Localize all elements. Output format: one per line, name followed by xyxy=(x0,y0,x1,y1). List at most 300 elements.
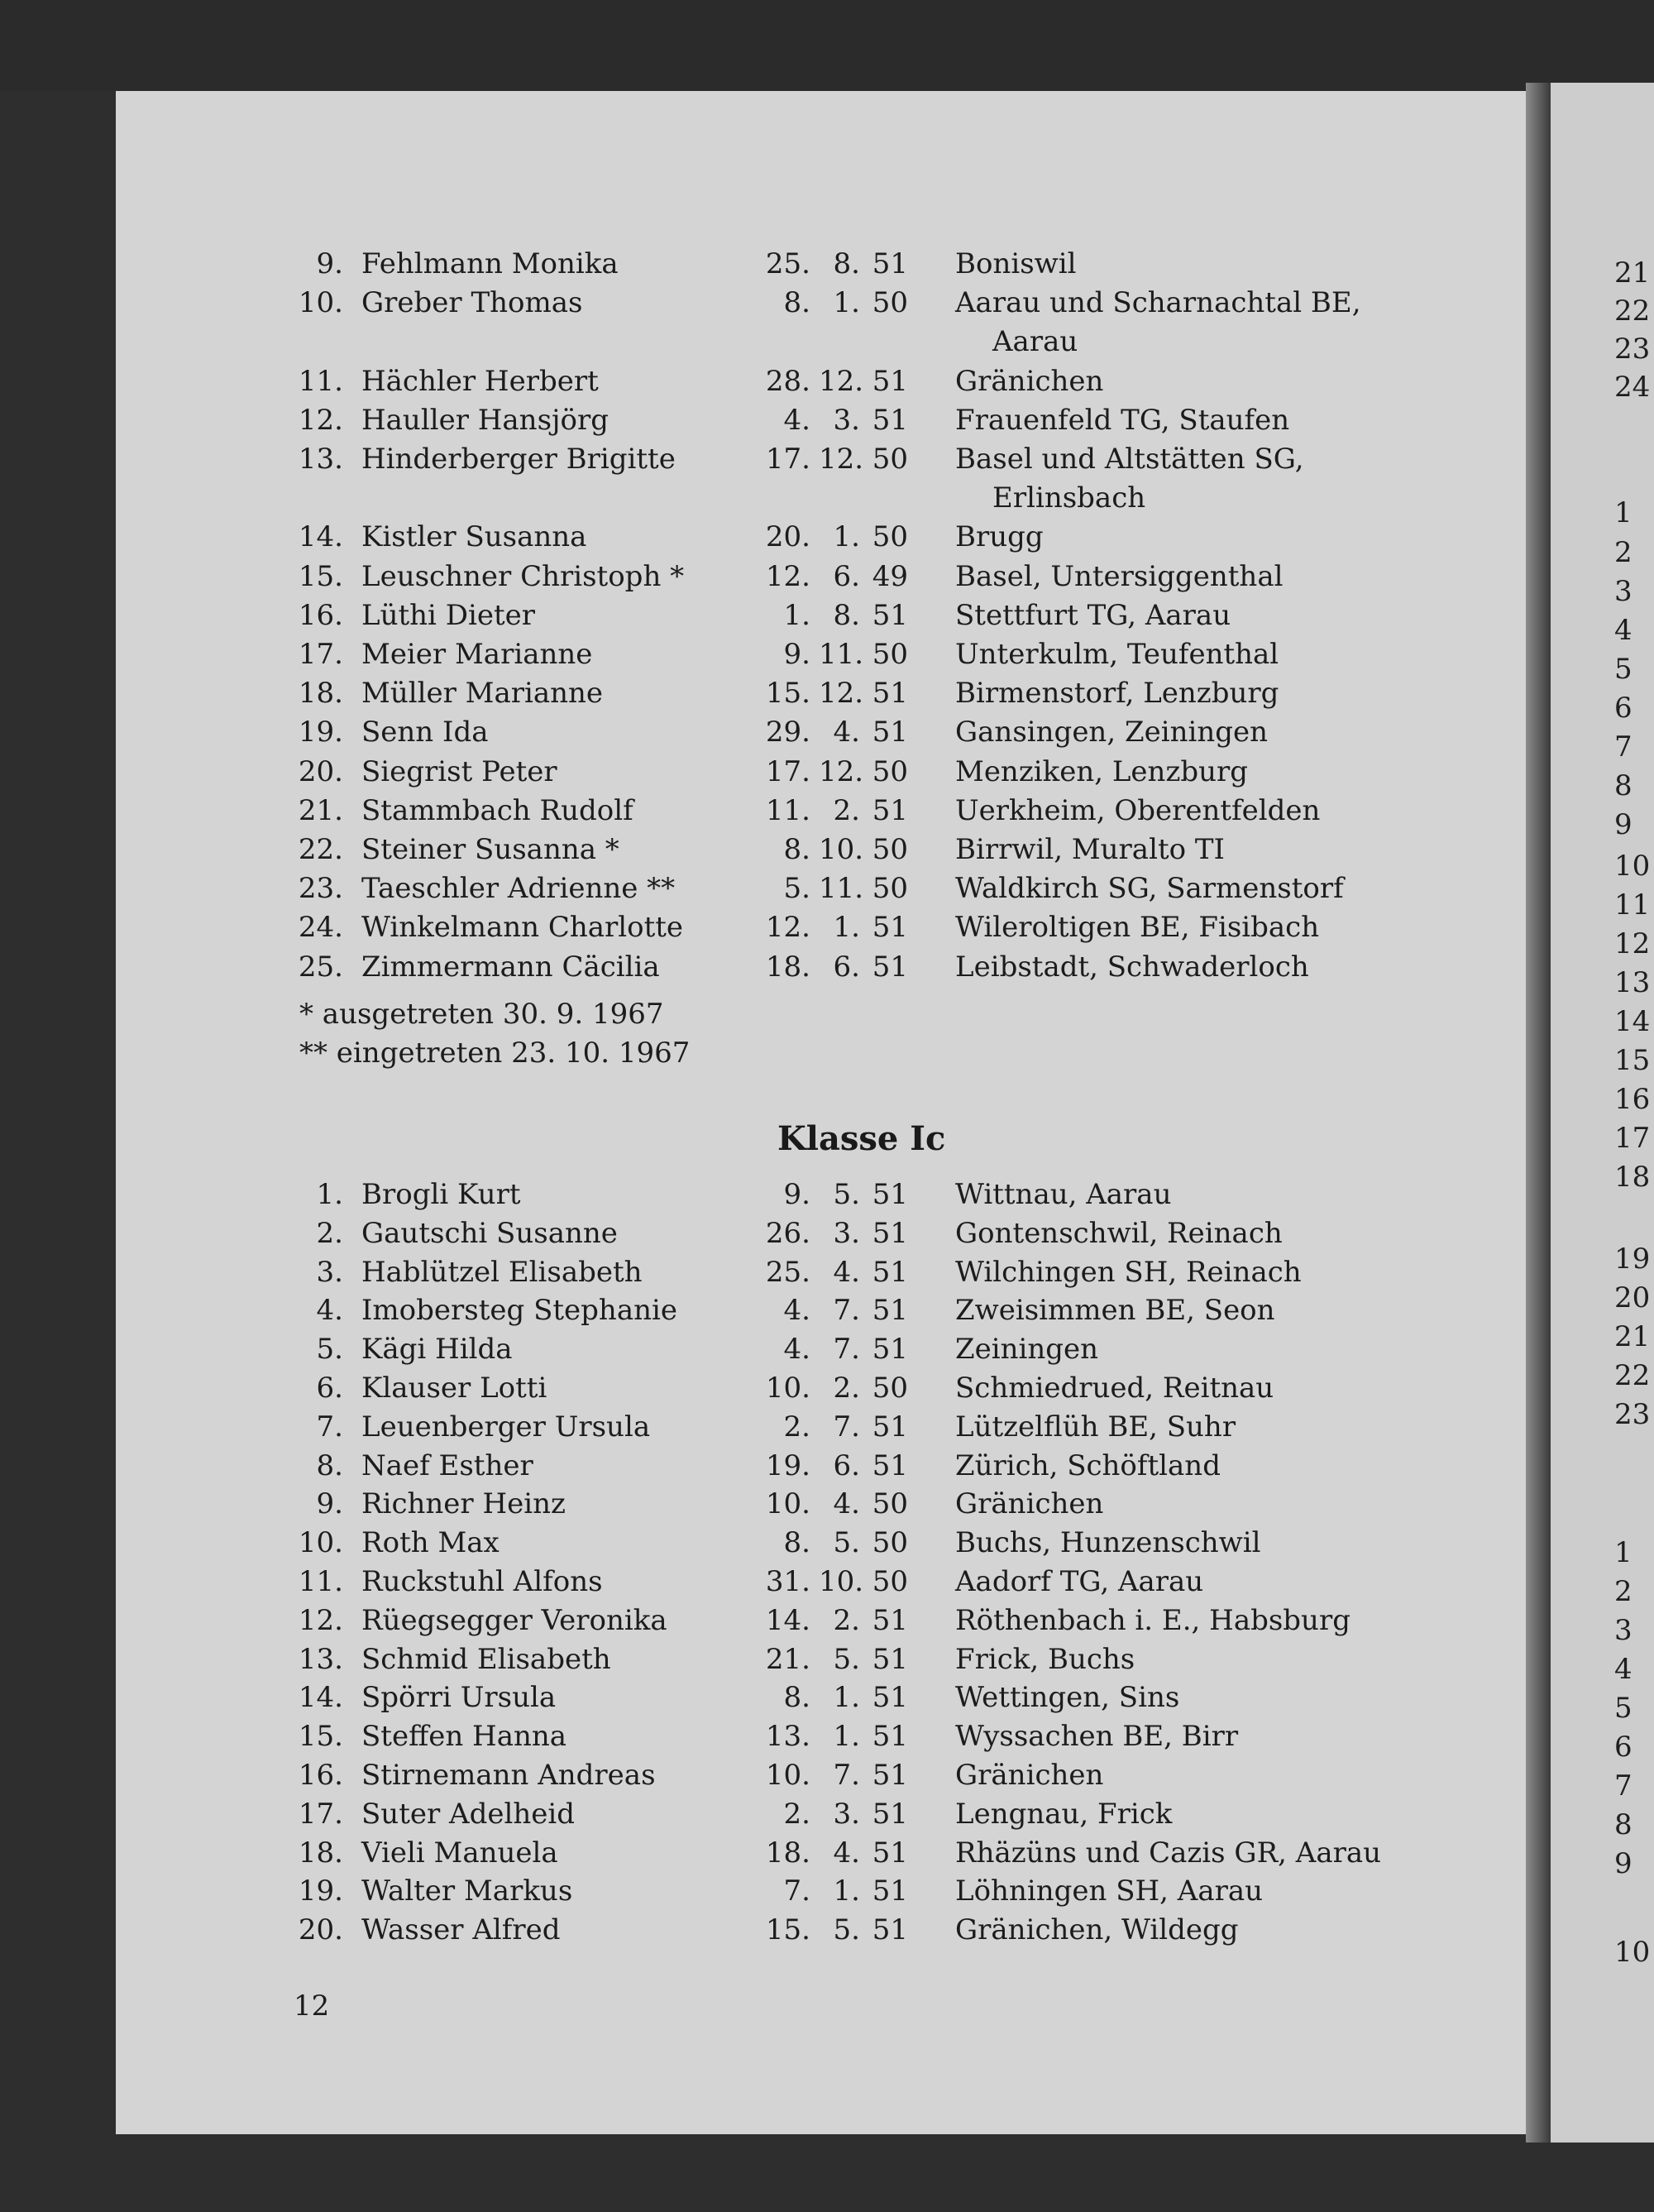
birth-month: 11. xyxy=(819,872,864,906)
student-name: Hablützel Elisabeth xyxy=(361,1255,643,1289)
birth-year: 51 xyxy=(872,1216,908,1250)
birth-day: 25. xyxy=(765,247,810,280)
birth-year: 51 xyxy=(872,403,908,437)
birth-month: 12. xyxy=(819,677,864,711)
place-of-origin: Gansingen, Zeiningen xyxy=(955,716,1269,749)
birth-year: 51 xyxy=(872,677,908,711)
adjacent-page-line-number: 13 xyxy=(1614,966,1651,999)
student-name: Hauller Hansjörg xyxy=(361,403,609,437)
roster-row xyxy=(0,1330,1654,1369)
place-of-origin: Basel, Untersiggenthal xyxy=(955,559,1284,593)
student-name: Winkelmann Charlotte xyxy=(361,911,684,945)
birth-month: 1. xyxy=(833,1720,860,1754)
row-number: 10. xyxy=(298,1526,343,1560)
birth-month: 8. xyxy=(833,247,860,280)
student-name: Zimmermann Cäcilia xyxy=(361,950,660,984)
place-of-origin: Wettingen, Sins xyxy=(955,1681,1180,1715)
section-heading: Klasse Ic xyxy=(777,1119,946,1158)
place-of-origin: Unterkulm, Teufenthal xyxy=(955,638,1279,671)
roster-row xyxy=(0,1717,1654,1756)
adjacent-page-line-number: 22 xyxy=(1614,1359,1651,1392)
adjacent-page-line-number: 20 xyxy=(1614,1281,1651,1314)
student-name: Stammbach Rudolf xyxy=(361,793,633,827)
birth-month: 12. xyxy=(819,754,864,788)
row-number: 2. xyxy=(316,1216,343,1250)
birth-month: 4. xyxy=(833,1836,860,1870)
birth-month: 7. xyxy=(833,1294,860,1328)
place-of-origin: Wyssachen BE, Birr xyxy=(955,1720,1239,1754)
row-number: 12. xyxy=(298,403,343,437)
roster-row xyxy=(0,713,1654,752)
birth-day: 29. xyxy=(765,716,810,749)
place-of-origin: Waldkirch SG, Sarmenstorf xyxy=(955,872,1344,906)
place-of-origin: Lützelflüh BE, Suhr xyxy=(955,1410,1236,1444)
place-of-origin: Frick, Buchs xyxy=(955,1642,1135,1676)
birth-year: 51 xyxy=(872,1913,908,1947)
student-name: Steiner Susanna * xyxy=(361,833,619,866)
place-of-origin: Schmiedrued, Reitnau xyxy=(955,1372,1274,1405)
birth-year: 50 xyxy=(872,1372,908,1405)
birth-year: 51 xyxy=(872,716,908,749)
roster-row xyxy=(0,635,1654,674)
row-number: 7. xyxy=(316,1410,343,1444)
birth-year: 50 xyxy=(872,1565,908,1598)
student-name: Gautschi Susanne xyxy=(361,1216,618,1250)
birth-day: 4. xyxy=(783,1294,810,1328)
birth-month: 5. xyxy=(833,1178,860,1211)
row-number: 21. xyxy=(298,793,343,827)
adjacent-page-line-number: 8 xyxy=(1614,1808,1632,1841)
birth-month: 1. xyxy=(833,286,860,320)
birth-year: 51 xyxy=(872,1333,908,1367)
student-name: Wasser Alfred xyxy=(361,1913,561,1947)
place-of-origin: Wittnau, Aarau xyxy=(955,1178,1172,1211)
roster-row xyxy=(0,1485,1654,1524)
place-of-origin: Röthenbach i. E., Habsburg xyxy=(955,1603,1350,1637)
student-name: Walter Markus xyxy=(361,1874,573,1908)
adjacent-page-line-number: 21 xyxy=(1614,1320,1651,1353)
place-of-origin: Zeiningen xyxy=(955,1333,1099,1367)
footnote: * ausgetreten 30. 9. 1967 xyxy=(299,998,664,1031)
row-number: 13. xyxy=(298,1642,343,1676)
place-of-origin: Wilchingen SH, Reinach xyxy=(955,1255,1302,1289)
birth-month: 6. xyxy=(833,559,860,593)
place-of-origin: Zürich, Schöftland xyxy=(955,1448,1221,1482)
birth-year: 51 xyxy=(872,1836,908,1870)
roster-row xyxy=(0,1640,1654,1679)
birth-year: 49 xyxy=(872,559,908,593)
row-number: 19. xyxy=(298,716,343,749)
birth-year: 51 xyxy=(872,1759,908,1792)
student-name: Richner Heinz xyxy=(361,1487,566,1521)
birth-month: 1. xyxy=(833,520,860,554)
roster-row xyxy=(0,1911,1654,1950)
birth-month: 1. xyxy=(833,911,860,945)
birth-day: 21. xyxy=(765,1642,810,1676)
birth-day: 1. xyxy=(783,598,810,632)
roster-row xyxy=(0,518,1654,557)
place-of-origin: Uerkheim, Oberentfelden xyxy=(955,793,1321,827)
adjacent-page-line-number: 10 xyxy=(1614,1936,1651,1969)
birth-year: 51 xyxy=(872,598,908,632)
place-of-origin: Birmenstorf, Lenzburg xyxy=(955,677,1279,711)
roster-row xyxy=(0,596,1654,635)
student-name: Senn Ida xyxy=(361,716,489,749)
row-number: 11. xyxy=(298,1565,343,1598)
page-number: 12 xyxy=(294,1989,330,2023)
place-continuation: Erlinsbach xyxy=(992,481,1146,515)
birth-day: 5. xyxy=(783,872,810,906)
adjacent-page-line-number: 1 xyxy=(1614,496,1632,529)
student-name: Suter Adelheid xyxy=(361,1797,576,1831)
adjacent-page-line-number: 15 xyxy=(1614,1044,1651,1077)
birth-day: 9. xyxy=(783,1178,810,1211)
adjacent-page-line-number: 8 xyxy=(1614,769,1632,802)
birth-day: 10. xyxy=(765,1372,810,1405)
adjacent-page-line-number: 4 xyxy=(1614,614,1632,647)
birth-month: 2. xyxy=(833,1603,860,1637)
birth-month: 7. xyxy=(833,1410,860,1444)
adjacent-page-line-number: 5 xyxy=(1614,1692,1632,1725)
roster-row xyxy=(0,1369,1654,1408)
adjacent-page-line-number: 3 xyxy=(1614,575,1632,608)
roster-row xyxy=(0,1214,1654,1253)
place-of-origin: Aarau und Scharnachtal BE, xyxy=(955,286,1361,320)
roster-row xyxy=(0,401,1654,440)
adjacent-page-line-number: 12 xyxy=(1614,927,1651,960)
student-name: Schmid Elisabeth xyxy=(361,1642,611,1676)
place-of-origin: Leibstadt, Schwaderloch xyxy=(955,950,1309,984)
birth-year: 50 xyxy=(872,520,908,554)
row-number: 1. xyxy=(316,1178,343,1211)
birth-month: 3. xyxy=(833,1216,860,1250)
student-name: Hinderberger Brigitte xyxy=(361,443,676,476)
adjacent-page-line-number: 6 xyxy=(1614,1731,1632,1764)
place-of-origin: Stettfurt TG, Aarau xyxy=(955,598,1231,632)
birth-month: 7. xyxy=(833,1759,860,1792)
student-name: Naef Esther xyxy=(361,1448,533,1482)
place-of-origin: Zweisimmen BE, Seon xyxy=(955,1294,1275,1328)
birth-day: 8. xyxy=(783,1681,810,1715)
birth-year: 50 xyxy=(872,872,908,906)
birth-day: 15. xyxy=(765,1913,810,1947)
row-number: 9. xyxy=(316,1487,343,1521)
place-of-origin: Gontenschwil, Reinach xyxy=(955,1216,1283,1250)
birth-month: 1. xyxy=(833,1681,860,1715)
student-name: Steffen Hanna xyxy=(361,1720,567,1754)
birth-month: 6. xyxy=(833,950,860,984)
place-of-origin: Basel und Altstätten SG, xyxy=(955,443,1304,476)
roster-row xyxy=(0,245,1654,284)
row-number: 9. xyxy=(316,247,343,280)
birth-year: 51 xyxy=(872,1255,908,1289)
roster-row xyxy=(0,792,1654,831)
birth-year: 51 xyxy=(872,911,908,945)
student-name: Siegrist Peter xyxy=(361,754,557,788)
birth-month: 5. xyxy=(833,1913,860,1947)
birth-month: 5. xyxy=(833,1642,860,1676)
roster-row xyxy=(0,362,1654,401)
place-of-origin: Rhäzüns und Cazis GR, Aarau xyxy=(955,1836,1382,1870)
row-number: 15. xyxy=(298,559,343,593)
row-number: 4. xyxy=(316,1294,343,1328)
adjacent-page-line-number: 21 xyxy=(1614,256,1651,290)
place-of-origin: Brugg xyxy=(955,520,1044,554)
row-number: 19. xyxy=(298,1874,343,1908)
row-number: 25. xyxy=(298,950,343,984)
birth-day: 2. xyxy=(783,1410,810,1444)
birth-day: 20. xyxy=(765,520,810,554)
adjacent-page-line-number: 11 xyxy=(1614,888,1651,922)
roster-row xyxy=(0,1524,1654,1563)
roster-row xyxy=(0,1795,1654,1834)
birth-month: 3. xyxy=(833,403,860,437)
roster-row xyxy=(0,948,1654,987)
roster-row xyxy=(0,1872,1654,1911)
row-number: 20. xyxy=(298,1913,343,1947)
row-number: 20. xyxy=(298,754,343,788)
birth-day: 19. xyxy=(765,1448,810,1482)
student-name: Ruckstuhl Alfons xyxy=(361,1565,603,1598)
row-number: 3. xyxy=(316,1255,343,1289)
adjacent-page-line-number: 23 xyxy=(1614,1398,1651,1431)
adjacent-page-line-number: 22 xyxy=(1614,294,1651,328)
birth-day: 13. xyxy=(765,1720,810,1754)
row-number: 16. xyxy=(298,598,343,632)
roster-row xyxy=(0,1678,1654,1717)
scan-background xyxy=(0,0,1654,91)
student-name: Müller Marianne xyxy=(361,677,604,711)
roster-row xyxy=(0,1756,1654,1795)
birth-year: 51 xyxy=(872,1178,908,1211)
student-name: Greber Thomas xyxy=(361,286,583,320)
birth-year: 50 xyxy=(872,638,908,671)
birth-day: 25. xyxy=(765,1255,810,1289)
roster-row xyxy=(0,908,1654,947)
student-name: Leuenberger Ursula xyxy=(361,1410,651,1444)
birth-day: 28. xyxy=(765,364,810,398)
birth-year: 51 xyxy=(872,950,908,984)
row-number: 13. xyxy=(298,443,343,476)
birth-month: 1. xyxy=(833,1874,860,1908)
roster-row xyxy=(0,440,1654,479)
student-name: Leuschner Christoph * xyxy=(361,559,685,593)
birth-month: 2. xyxy=(833,793,860,827)
place-of-origin: Birrwil, Muralto TI xyxy=(955,833,1225,866)
adjacent-page-line-number: 18 xyxy=(1614,1161,1651,1194)
birth-month: 10. xyxy=(819,1565,864,1598)
birth-year: 51 xyxy=(872,1797,908,1831)
row-number: 8. xyxy=(316,1448,343,1482)
adjacent-page-line-number: 1 xyxy=(1614,1536,1632,1569)
student-name: Roth Max xyxy=(361,1526,500,1560)
birth-day: 11. xyxy=(765,793,810,827)
birth-year: 50 xyxy=(872,1487,908,1521)
place-continuation: Aarau xyxy=(992,325,1078,359)
adjacent-page-line-number: 24 xyxy=(1614,371,1651,404)
adjacent-page-line-number: 10 xyxy=(1614,850,1651,883)
birth-day: 9. xyxy=(783,638,810,671)
student-name: Spörri Ursula xyxy=(361,1681,557,1715)
roster-row xyxy=(0,1447,1654,1486)
place-of-origin: Löhningen SH, Aarau xyxy=(955,1874,1264,1908)
student-name: Rüegsegger Veronika xyxy=(361,1603,667,1637)
birth-year: 51 xyxy=(872,364,908,398)
birth-day: 18. xyxy=(765,1836,810,1870)
adjacent-page-line-number: 2 xyxy=(1614,1575,1632,1608)
student-name: Vieli Manuela xyxy=(361,1836,558,1870)
footnote: ** eingetreten 23. 10. 1967 xyxy=(299,1037,691,1070)
birth-day: 14. xyxy=(765,1603,810,1637)
roster-row xyxy=(0,1602,1654,1640)
place-of-origin: Buchs, Hunzenschwil xyxy=(955,1526,1261,1560)
birth-month: 12. xyxy=(819,443,864,476)
birth-day: 8. xyxy=(783,286,810,320)
row-number: 17. xyxy=(298,638,343,671)
adjacent-page-line-number: 17 xyxy=(1614,1122,1651,1155)
row-number: 14. xyxy=(298,1681,343,1715)
birth-month: 7. xyxy=(833,1333,860,1367)
birth-day: 12. xyxy=(765,911,810,945)
birth-day: 12. xyxy=(765,559,810,593)
birth-year: 51 xyxy=(872,1448,908,1482)
student-name: Hächler Herbert xyxy=(361,364,599,398)
birth-month: 4. xyxy=(833,1255,860,1289)
adjacent-page-line-number: 2 xyxy=(1614,536,1632,569)
place-of-origin: Gränichen xyxy=(955,364,1104,398)
birth-month: 11. xyxy=(819,638,864,671)
roster-row xyxy=(0,1834,1654,1873)
birth-year: 51 xyxy=(872,1681,908,1715)
birth-day: 8. xyxy=(783,1526,810,1560)
birth-year: 51 xyxy=(872,793,908,827)
student-name: Stirnemann Andreas xyxy=(361,1759,656,1792)
row-number: 10. xyxy=(298,286,343,320)
student-name: Taeschler Adrienne ** xyxy=(361,872,676,906)
roster-row xyxy=(0,1253,1654,1292)
birth-day: 4. xyxy=(783,1333,810,1367)
birth-day: 10. xyxy=(765,1487,810,1521)
birth-day: 4. xyxy=(783,403,810,437)
row-number: 22. xyxy=(298,833,343,866)
place-of-origin: Boniswil xyxy=(955,247,1077,280)
place-of-origin: Aadorf TG, Aarau xyxy=(955,1565,1204,1598)
roster-row xyxy=(0,674,1654,713)
row-number: 5. xyxy=(316,1333,343,1367)
birth-day: 7. xyxy=(783,1874,810,1908)
student-name: Klauser Lotti xyxy=(361,1372,547,1405)
birth-day: 2. xyxy=(783,1797,810,1831)
student-name: Fehlmann Monika xyxy=(361,247,619,280)
roster-row xyxy=(0,558,1654,596)
row-number: 6. xyxy=(316,1372,343,1405)
birth-month: 12. xyxy=(819,364,864,398)
roster-row xyxy=(0,1408,1654,1447)
student-name: Imobersteg Stephanie xyxy=(361,1294,677,1328)
birth-year: 51 xyxy=(872,1410,908,1444)
student-name: Lüthi Dieter xyxy=(361,598,536,632)
adjacent-page-line-number: 7 xyxy=(1614,730,1632,764)
roster-row xyxy=(0,753,1654,792)
row-number: 15. xyxy=(298,1720,343,1754)
birth-day: 18. xyxy=(765,950,810,984)
birth-month: 8. xyxy=(833,598,860,632)
place-of-origin: Menziken, Lenzburg xyxy=(955,754,1249,788)
birth-month: 4. xyxy=(833,1487,860,1521)
row-number: 16. xyxy=(298,1759,343,1792)
place-of-origin: Gränichen, Wildegg xyxy=(955,1913,1239,1947)
place-of-origin: Gränichen xyxy=(955,1487,1104,1521)
adjacent-page-line-number: 9 xyxy=(1614,808,1632,841)
roster-row xyxy=(0,831,1654,869)
place-of-origin: Frauenfeld TG, Staufen xyxy=(955,403,1290,437)
row-number: 17. xyxy=(298,1797,343,1831)
adjacent-page-line-number: 14 xyxy=(1614,1005,1651,1038)
place-of-origin: Gränichen xyxy=(955,1759,1104,1792)
birth-day: 8. xyxy=(783,833,810,866)
birth-month: 2. xyxy=(833,1372,860,1405)
place-of-origin: Lengnau, Frick xyxy=(955,1797,1173,1831)
birth-month: 10. xyxy=(819,833,864,866)
birth-day: 10. xyxy=(765,1759,810,1792)
birth-day: 26. xyxy=(765,1216,810,1250)
student-name: Meier Marianne xyxy=(361,638,593,671)
birth-day: 15. xyxy=(765,677,810,711)
row-number: 14. xyxy=(298,520,343,554)
birth-year: 51 xyxy=(872,1642,908,1676)
birth-month: 3. xyxy=(833,1797,860,1831)
adjacent-page-line-number: 7 xyxy=(1614,1769,1632,1803)
student-name: Kägi Hilda xyxy=(361,1333,513,1367)
birth-year: 51 xyxy=(872,1720,908,1754)
student-name: Brogli Kurt xyxy=(361,1178,521,1211)
adjacent-page-line-number: 6 xyxy=(1614,692,1632,725)
row-number: 18. xyxy=(298,1836,343,1870)
birth-year: 50 xyxy=(872,286,908,320)
birth-year: 51 xyxy=(872,1874,908,1908)
row-number: 18. xyxy=(298,677,343,711)
birth-year: 50 xyxy=(872,754,908,788)
birth-month: 6. xyxy=(833,1448,860,1482)
adjacent-page-line-number: 16 xyxy=(1614,1083,1651,1116)
roster-row xyxy=(0,1563,1654,1602)
adjacent-page-line-number: 9 xyxy=(1614,1847,1632,1880)
birth-month: 4. xyxy=(833,716,860,749)
birth-day: 31. xyxy=(765,1565,810,1598)
adjacent-page-line-number: 5 xyxy=(1614,653,1632,686)
birth-year: 50 xyxy=(872,833,908,866)
place-of-origin: Wileroltigen BE, Fisibach xyxy=(955,911,1320,945)
row-number: 12. xyxy=(298,1603,343,1637)
birth-day: 17. xyxy=(765,443,810,476)
adjacent-page-line-number: 19 xyxy=(1614,1242,1651,1276)
birth-year: 51 xyxy=(872,1294,908,1328)
row-number: 23. xyxy=(298,872,343,906)
birth-year: 50 xyxy=(872,1526,908,1560)
birth-year: 51 xyxy=(872,1603,908,1637)
roster-row xyxy=(0,284,1654,323)
row-number: 24. xyxy=(298,911,343,945)
birth-year: 50 xyxy=(872,443,908,476)
roster-row xyxy=(0,1291,1654,1330)
roster-row xyxy=(0,1175,1654,1214)
adjacent-page-line-number: 23 xyxy=(1614,333,1651,366)
adjacent-page-line-number: 3 xyxy=(1614,1614,1632,1647)
adjacent-page-line-number: 4 xyxy=(1614,1653,1632,1686)
student-name: Kistler Susanna xyxy=(361,520,587,554)
birth-day: 17. xyxy=(765,754,810,788)
roster-row xyxy=(0,869,1654,908)
